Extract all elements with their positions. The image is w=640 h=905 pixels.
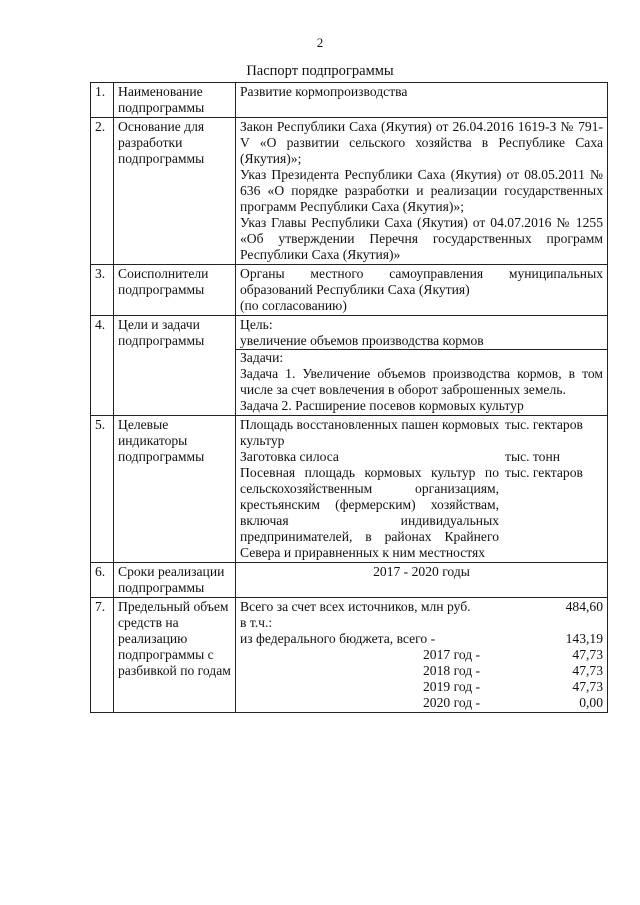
indicator-item bbox=[240, 465, 603, 561]
row-content bbox=[236, 265, 608, 316]
basis-decree-president: Указ Президента Республики Саха (Якутия) от 08.05.2011 № 636 «О порядке разработки и реализации государственных программ Республики Саха (Якутия)»; bbox=[240, 167, 603, 214]
row-label: Цели и задачи подпрограммы bbox=[114, 316, 236, 416]
funding-federal-value: 143,19 bbox=[565, 631, 603, 646]
funding-federal bbox=[240, 631, 603, 647]
table-row bbox=[91, 316, 608, 416]
row-number: 5. bbox=[91, 416, 114, 563]
table-row bbox=[91, 265, 608, 316]
row-content: Развитие кормопроизводства bbox=[236, 83, 608, 118]
document-title: Паспорт подпрограммы bbox=[246, 63, 394, 79]
basis-law: Закон Республики Саха (Якутия) от 26.04.2016 1619-З № 791-V «О развитии сельского хозяйства в Республике Саха (Якутия)»; bbox=[240, 119, 603, 166]
indicator-name: Заготовка силоса bbox=[240, 449, 339, 464]
table-row bbox=[91, 563, 608, 598]
indicator-name: Площадь восстановленных пашен кормовых культур bbox=[240, 417, 499, 448]
funding-federal-label: из федерального бюджета, всего - bbox=[240, 631, 436, 646]
tasks-block bbox=[236, 349, 607, 414]
row-number: 2. bbox=[91, 118, 114, 265]
funding-year bbox=[240, 679, 603, 695]
row-number: 4. bbox=[91, 316, 114, 416]
row-label: Предельный объем средств на реализацию подпрограммы с разбивкой по годам bbox=[114, 598, 236, 713]
indicator-item bbox=[240, 417, 603, 449]
coexecutors-text: Органы местного самоуправления муниципальных образований Республики Саха (Якутия) bbox=[240, 266, 603, 297]
row-number: 3. bbox=[91, 265, 114, 316]
row-label: Сроки реализации подпрограммы bbox=[114, 563, 236, 598]
funding-year-value: 47,73 bbox=[572, 663, 603, 678]
row-number: 1. bbox=[91, 83, 114, 118]
funding-year bbox=[240, 695, 603, 711]
row-content bbox=[236, 118, 608, 265]
row-content: 2017 - 2020 годы bbox=[236, 563, 608, 598]
funding-year-label: 2020 год - bbox=[423, 695, 481, 710]
task-item: Задача 2. Расширение посевов кормовых культур bbox=[240, 398, 524, 413]
table-row bbox=[91, 598, 608, 713]
row-label: Целевые индикаторы подпрограммы bbox=[114, 416, 236, 563]
indicator-name: Посевная площадь кормовых культур по сельскохозяйственным организациям, крестьянским (фермерским) хозяйствам, включая индивидуальных предпринимателей, в районах Крайнего Севера и приравненных к ним местностях bbox=[240, 465, 499, 560]
funding-total-value: 484,60 bbox=[565, 599, 603, 614]
indicator-unit: тыс. гектаров bbox=[505, 465, 583, 480]
funding-year-value: 0,00 bbox=[579, 695, 603, 710]
funding-total-label: Всего за счет всех источников, млн руб. bbox=[240, 599, 471, 614]
row-content bbox=[236, 598, 608, 713]
funding-year bbox=[240, 647, 603, 663]
row-content bbox=[236, 316, 608, 416]
page-number: 2 bbox=[316, 35, 324, 50]
table-row bbox=[91, 83, 608, 118]
row-label: Основание для разработки подпрограммы bbox=[114, 118, 236, 265]
table-row bbox=[91, 416, 608, 563]
coexecutors-note: (по согласованию) bbox=[240, 298, 347, 313]
task-item: Задача 1. Увеличение объемов производства кормов, в том числе за счет вовлечения в оборот заброшенных земель. bbox=[240, 366, 603, 397]
row-number: 7. bbox=[91, 598, 114, 713]
indicator-unit: тыс. тонн bbox=[505, 449, 561, 464]
funding-incl: в т.ч.: bbox=[240, 615, 273, 630]
row-label: Наименование подпрограммы bbox=[114, 83, 236, 118]
goal-title: Цель: bbox=[240, 317, 273, 332]
passport-table bbox=[90, 82, 608, 713]
funding-year-label: 2018 год - bbox=[423, 663, 481, 678]
row-label: Соисполнители подпрограммы bbox=[114, 265, 236, 316]
funding-year bbox=[240, 663, 603, 679]
funding-year-value: 47,73 bbox=[572, 679, 603, 694]
funding-year-label: 2019 год - bbox=[423, 679, 481, 694]
tasks-title: Задачи: bbox=[240, 350, 284, 365]
funding-total bbox=[240, 599, 603, 615]
indicator-unit: тыс. гектаров bbox=[505, 417, 583, 432]
row-content bbox=[236, 416, 608, 563]
indicator-item bbox=[240, 449, 603, 465]
row-number: 6. bbox=[91, 563, 114, 598]
goal-text: увеличение объемов производства кормов bbox=[240, 333, 484, 348]
table-row bbox=[91, 118, 608, 265]
basis-decree-head: Указ Главы Республики Саха (Якутия) от 04.07.2016 № 1255 «Об утверждении Перечня государственных программ Республики Саха (Якутия)» bbox=[240, 215, 603, 262]
funding-year-label: 2017 год - bbox=[423, 647, 481, 662]
funding-year-value: 47,73 bbox=[572, 647, 603, 662]
